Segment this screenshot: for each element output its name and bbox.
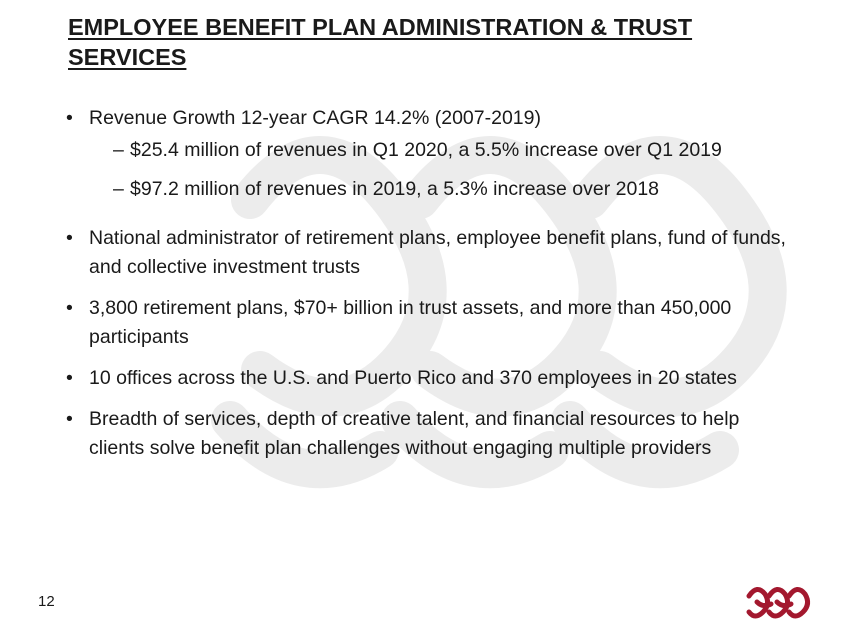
bullet-dot: • (66, 107, 73, 129)
bullet-text: Revenue Growth 12-year CAGR 14.2% (2007-2019) (89, 107, 541, 129)
bullet-dot: • (66, 408, 73, 430)
list-item (66, 294, 796, 352)
bullet-text: Breadth of services, depth of creative talent, and financial resources to help clients solve benefit plan challenges without engaging multiple providers (89, 408, 740, 459)
sub-list (89, 136, 796, 204)
page-title: EMPLOYEE BENEFIT PLAN ADMINISTRATION & TRUST SERVICES (68, 14, 693, 70)
bullet-dot: • (66, 227, 73, 249)
sub-text: $25.4 million of revenues in Q1 2020, a 5.5% increase over Q1 2019 (130, 139, 722, 161)
dash-marker: – (113, 139, 124, 161)
sub-list-item (89, 136, 796, 165)
list-item (66, 104, 796, 204)
list-item (66, 364, 796, 393)
page-number: 12 (38, 593, 55, 610)
sub-text: $97.2 million of revenues in 2019, a 5.3% increase over 2018 (130, 178, 660, 200)
bullet-dot: • (66, 367, 73, 389)
bullet-dot: • (66, 297, 73, 319)
list-item (66, 405, 796, 463)
bullet-text: 10 offices across the U.S. and Puerto Rico and 370 employees in 20 states (89, 367, 737, 389)
sub-list-item (89, 175, 796, 204)
bullet-list (66, 104, 796, 463)
list-item (66, 224, 796, 282)
bullet-text: National administrator of retirement plans, employee benefit plans, fund of funds, and collective investment trusts (89, 227, 786, 278)
dash-marker: – (113, 178, 124, 200)
bullet-text: 3,800 retirement plans, $70+ billion in trust assets, and more than 450,000 participants (89, 297, 732, 348)
chain-link-logo-icon (743, 582, 815, 622)
